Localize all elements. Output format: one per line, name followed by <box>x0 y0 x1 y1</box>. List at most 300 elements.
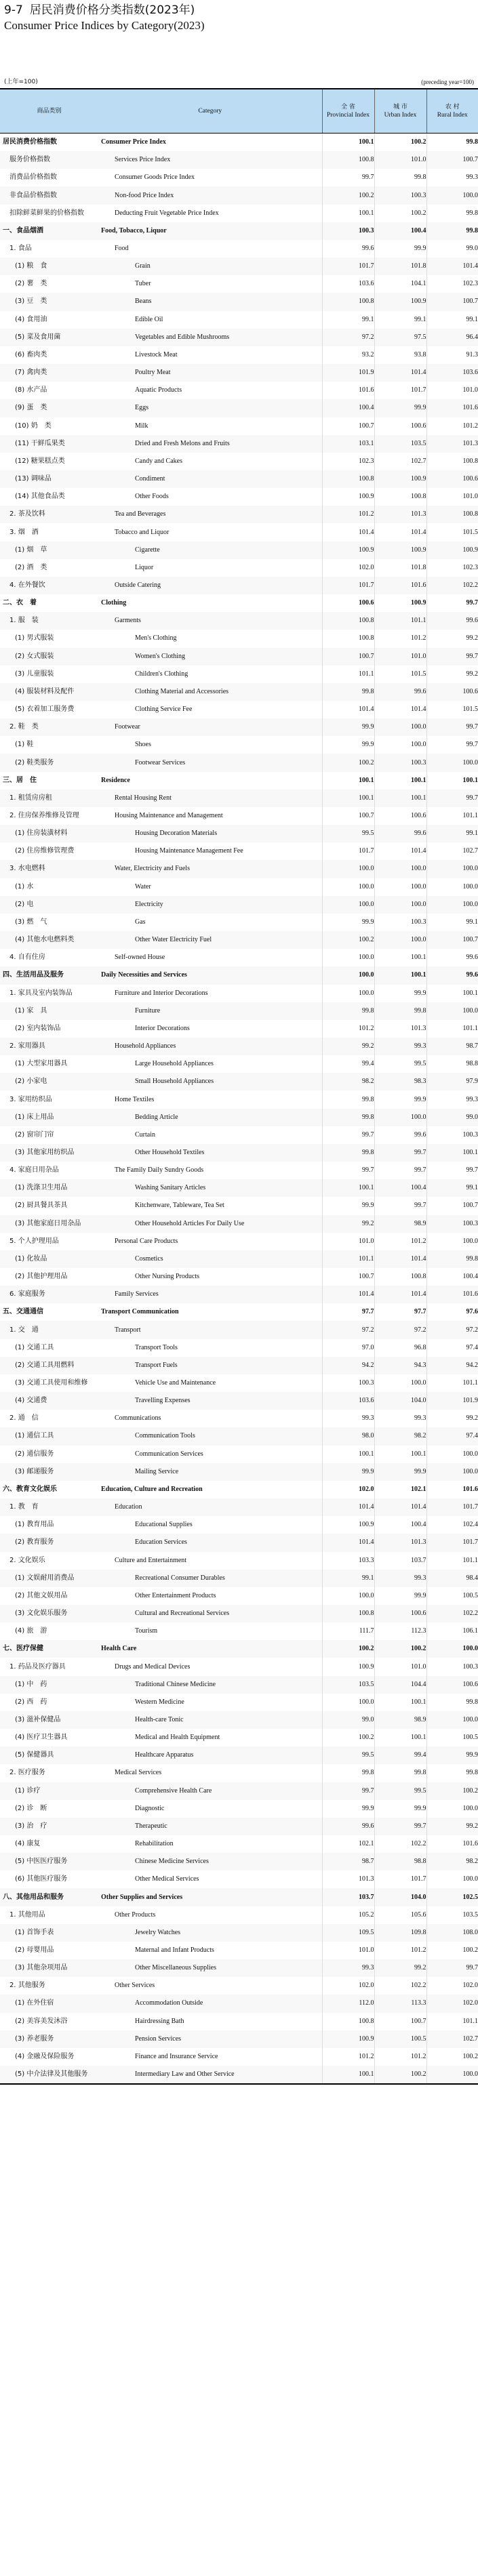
urban-value: 100.1 <box>374 1694 426 1711</box>
urban-value: 101.3 <box>374 506 426 523</box>
row-label-en: Housing Maintenance Management Fee <box>135 847 243 855</box>
urban-value: 100.0 <box>374 1109 426 1126</box>
table-row <box>0 559 478 577</box>
provincial-value: 101.2 <box>322 1020 374 1038</box>
urban-value: 101.7 <box>374 1870 426 1888</box>
table-row <box>0 1410 478 1427</box>
urban-value: 104.0 <box>374 1888 426 1906</box>
row-label-cn: (4) 交通费 <box>0 1392 98 1410</box>
provincial-value: 99.0 <box>322 1711 374 1729</box>
row-label-cn: (2) 诊 断 <box>15 1804 47 1812</box>
column-header-provincial-en: Provincial Index <box>326 112 370 119</box>
rural-value: 99.6 <box>426 966 478 984</box>
urban-value: 100.1 <box>374 1729 426 1746</box>
row-label-en: Bedding Article <box>98 1109 322 1126</box>
urban-value: 100.6 <box>374 1605 426 1622</box>
table-row <box>0 488 478 506</box>
rural-value: 101.1 <box>426 807 478 825</box>
urban-value: 98.8 <box>374 1853 426 1870</box>
column-header-category-cn-text: 商品类别 <box>37 108 62 115</box>
unit-note: (上年=100) <box>4 79 38 85</box>
provincial-value: 100.8 <box>322 630 374 647</box>
table-row <box>0 1197 478 1214</box>
provincial-value: 100.7 <box>322 807 374 825</box>
row-label-en: Milk <box>135 422 148 430</box>
row-label-en: Other Household Textiles <box>98 1144 322 1162</box>
row-label-cn: (1) 交通工具 <box>15 1343 54 1351</box>
row-label-en: Western Medicine <box>135 1698 184 1706</box>
row-label-cn: (2) 西 药 <box>15 1698 47 1706</box>
column-header-category-cn <box>0 89 98 134</box>
table-row <box>0 683 478 701</box>
table-row <box>0 630 478 647</box>
row-label-cn: (1) 洗涤卫生用品 <box>0 1179 98 1197</box>
row-label-en: Vegetables and Edible Mushrooms <box>98 329 322 346</box>
row-label-en: Medical Services <box>115 1769 162 1777</box>
row-label-cn: 4. 自有住房 <box>9 954 45 962</box>
provincial-value: 101.2 <box>322 506 374 523</box>
urban-value: 100.5 <box>374 2030 426 2048</box>
urban-value: 101.4 <box>374 842 426 860</box>
table-row <box>0 1959 478 1977</box>
table-row <box>0 754 478 771</box>
provincial-value: 99.9 <box>322 1800 374 1818</box>
table-row <box>0 1090 478 1108</box>
row-label-cn: (1) 水 <box>15 882 34 891</box>
provincial-value: 100.9 <box>322 2030 374 2048</box>
provincial-value: 100.2 <box>322 931 374 949</box>
provincial-value: 101.1 <box>322 1250 374 1268</box>
row-label-cn: (2) 酒 类 <box>15 563 47 571</box>
provincial-value: 100.9 <box>322 488 374 506</box>
row-label-en: Other Nursing Products <box>135 1273 199 1281</box>
row-label-cn: (3) 儿童服装 <box>15 670 54 678</box>
row-label-cn: (5) 衣着加工服务费 <box>15 706 75 714</box>
row-label-en: Medical and Health Equipment <box>135 1734 220 1742</box>
urban-value: 100.7 <box>374 2013 426 2030</box>
row-label-en: Culture and Entertainment <box>115 1556 187 1564</box>
provincial-value: 99.2 <box>322 1215 374 1233</box>
table-row <box>0 1233 478 1250</box>
urban-value: 98.2 <box>374 1427 426 1445</box>
table-row <box>0 1516 478 1534</box>
row-label-en: Large Household Appliances <box>135 1060 214 1068</box>
rural-value: 99.7 <box>426 718 478 736</box>
urban-value: 99.7 <box>374 1144 426 1162</box>
urban-value: 101.8 <box>374 559 426 577</box>
row-label-en: Drugs and Medical Devices <box>115 1662 191 1671</box>
row-label-cn: (14) 其他食品类 <box>15 493 65 501</box>
rural-value: 101.2 <box>426 417 478 435</box>
row-label-en: Other Water Electricity Fuel <box>98 931 322 949</box>
urban-value: 97.5 <box>374 329 426 346</box>
row-label-cn: (7) 禽肉类 <box>0 364 98 382</box>
row-label-en: Other Products <box>115 1910 156 1919</box>
provincial-value: 99.5 <box>322 1746 374 1764</box>
rural-value: 100.0 <box>426 896 478 914</box>
urban-value: 101.5 <box>374 666 426 683</box>
urban-value: 102.2 <box>374 1977 426 1995</box>
urban-value: 104.4 <box>374 1676 426 1694</box>
row-label-cn: 2. 住房保养维修及管理 <box>9 812 79 820</box>
rural-value: 100.1 <box>426 772 478 790</box>
provincial-value: 99.2 <box>322 1038 374 1055</box>
table-row <box>0 470 478 488</box>
row-label-en: Clothing Material and Accessories <box>98 683 322 701</box>
row-label-cn: 6. 家庭服务 <box>0 1286 98 1303</box>
table-row <box>0 293 478 310</box>
row-label-cn: (5) 菜及食用菌 <box>0 329 98 346</box>
provincial-value: 101.0 <box>322 1233 374 1250</box>
rural-value: 99.9 <box>426 1746 478 1764</box>
row-label-en: Cultural and Recreational Services <box>98 1605 322 1622</box>
rural-value: 99.1 <box>426 1179 478 1197</box>
table-row <box>0 1694 478 1711</box>
urban-value: 101.7 <box>374 382 426 399</box>
row-label-en: Travelling Expenses <box>98 1392 322 1410</box>
row-label-en: Comprehensive Health Care <box>98 1782 322 1800</box>
table-row <box>0 346 478 364</box>
urban-value: 101.4 <box>374 1498 426 1516</box>
rural-value: 99.1 <box>426 914 478 931</box>
table-row <box>0 736 478 754</box>
row-label-en: Deducting Fruit Vegetable Price Index <box>115 209 219 217</box>
rural-value: 97.4 <box>426 1427 478 1445</box>
provincial-value: 112.0 <box>322 1995 374 2012</box>
provincial-value: 98.0 <box>322 1427 374 1445</box>
row-label-en: Other Entertainment Products <box>135 1591 216 1599</box>
row-label-cn: (3) 滋补保健品 <box>0 1711 98 1729</box>
table-row <box>0 1729 478 1746</box>
urban-value: 101.1 <box>374 612 426 630</box>
rural-value: 101.6 <box>426 1835 478 1853</box>
row-label-cn: 1. 服 装 <box>0 612 98 630</box>
rural-value: 99.7 <box>426 594 478 612</box>
table-row <box>0 1109 478 1126</box>
row-label-cn: (3) 其他杂项用品 <box>0 1959 98 1977</box>
row-label-cn: 扣除鲜菜鲜果的价格指数 <box>9 209 84 217</box>
row-label-en: Rehabilitation <box>135 1840 174 1848</box>
row-label-cn: (3) 文化娱乐服务 <box>0 1605 98 1622</box>
rural-value: 100.0 <box>426 1711 478 1729</box>
row-label-en: Men's Clothing <box>135 634 177 642</box>
row-label-cn: (1) 鞋 <box>15 741 34 749</box>
row-label-cn: (5) 保健器具 <box>0 1746 98 1764</box>
urban-value: 99.8 <box>374 169 426 186</box>
table-row <box>0 1481 478 1498</box>
provincial-value: 98.7 <box>322 1853 374 1870</box>
urban-value: 98.9 <box>374 1215 426 1233</box>
table-row <box>0 1622 478 1640</box>
urban-value: 98.9 <box>374 1711 426 1729</box>
row-label-en: Recreational Consumer Durables <box>98 1570 322 1587</box>
row-label-cn: (4) 金融及保险服务 <box>15 2052 75 2060</box>
urban-value: 99.3 <box>374 1038 426 1055</box>
rural-value: 102.4 <box>426 1516 478 1534</box>
urban-value: 99.9 <box>374 985 426 1002</box>
row-label-en: Children's Clothing <box>135 670 188 678</box>
rural-value: 106.1 <box>426 1622 478 1640</box>
row-label-en: Furniture and Interior Decorations <box>115 989 208 997</box>
rural-value: 100.0 <box>426 878 478 896</box>
row-label-cn: 居民消费价格指数 <box>3 138 57 146</box>
provincial-value: 101.4 <box>322 1498 374 1516</box>
row-label-cn: 一、食品烟酒 <box>0 222 98 240</box>
row-label-cn: (2) 教育服务 <box>0 1534 98 1551</box>
rural-value: 102.0 <box>426 1995 478 2012</box>
table-row <box>0 860 478 878</box>
provincial-value: 103.6 <box>322 1392 374 1410</box>
row-label-en: Outside Catering <box>98 577 322 594</box>
table-row <box>0 205 478 222</box>
rural-value: 100.5 <box>426 1587 478 1605</box>
table-row <box>0 790 478 807</box>
provincial-value: 100.8 <box>322 612 374 630</box>
urban-value: 99.8 <box>374 1002 426 1020</box>
urban-value: 99.9 <box>374 240 426 258</box>
provincial-value: 100.7 <box>322 648 374 666</box>
row-label-en: Eggs <box>98 399 322 417</box>
urban-value: 101.2 <box>374 630 426 647</box>
urban-value: 96.8 <box>374 1339 426 1357</box>
provincial-value: 105.2 <box>322 1906 374 1924</box>
provincial-value: 103.6 <box>322 275 374 293</box>
urban-value: 99.3 <box>374 1410 426 1427</box>
rural-value: 103.6 <box>426 364 478 382</box>
row-label-cn: (2) 美容美发沐浴 <box>15 2017 68 2025</box>
urban-value: 98.3 <box>374 1073 426 1090</box>
rural-value: 99.6 <box>426 612 478 630</box>
provincial-value: 102.1 <box>322 1835 374 1853</box>
provincial-value: 99.4 <box>322 1055 374 1073</box>
urban-value: 102.2 <box>374 1835 426 1853</box>
row-label-cn: (11) 干鲜瓜果类 <box>0 435 98 453</box>
row-label-en: Tuber <box>135 280 151 288</box>
table-notes <box>0 76 478 88</box>
rural-value: 100.7 <box>426 151 478 169</box>
row-label-en: Rental Housing Rent <box>98 790 322 807</box>
urban-value: 99.5 <box>374 1055 426 1073</box>
table-row <box>0 186 478 204</box>
row-label-cn: (3) 其他家用纺织品 <box>0 1144 98 1162</box>
row-label-cn: (2) 其他护理用品 <box>15 1273 68 1281</box>
urban-value: 112.3 <box>374 1622 426 1640</box>
provincial-value: 99.8 <box>322 1002 374 1020</box>
column-header-urban-cn: 城 市 <box>393 104 407 110</box>
table-row <box>0 1870 478 1888</box>
row-label-en: Transport Communication <box>101 1308 179 1316</box>
provincial-value: 100.7 <box>322 1268 374 1286</box>
row-label-cn: 2. 通 信 <box>9 1414 39 1423</box>
rural-value: 100.0 <box>426 860 478 878</box>
rural-value: 99.7 <box>426 736 478 754</box>
urban-value: 99.2 <box>374 1959 426 1977</box>
provincial-value: 94.2 <box>322 1357 374 1374</box>
row-label-en: Communication Services <box>135 1450 203 1458</box>
row-label-cn: (2) 母婴用品 <box>15 1946 54 1955</box>
rural-value: 102.0 <box>426 1977 478 1995</box>
row-label-en: Diagnostic <box>135 1804 165 1812</box>
table-row <box>0 222 478 240</box>
urban-value: 100.2 <box>374 1640 426 1658</box>
table-row <box>0 931 478 949</box>
row-label-en: Consumer Price Index <box>101 138 166 146</box>
provincial-value: 100.2 <box>322 754 374 771</box>
table-row <box>0 1002 478 1020</box>
provincial-value: 100.2 <box>322 186 374 204</box>
provincial-value: 102.3 <box>322 453 374 470</box>
urban-value: 101.8 <box>374 258 426 275</box>
urban-value: 100.0 <box>374 931 426 949</box>
row-label-en: Hairdressing Bath <box>135 2017 184 2025</box>
urban-value: 101.3 <box>374 1534 426 1551</box>
row-label-cn: (3) 交通工具使用和维修 <box>15 1379 88 1387</box>
provincial-value: 99.9 <box>322 718 374 736</box>
provincial-value: 99.9 <box>322 1197 374 1214</box>
table-row <box>0 2066 478 2084</box>
provincial-value: 100.0 <box>322 966 374 984</box>
rural-value: 100.3 <box>426 1658 478 1675</box>
urban-value: 100.6 <box>374 417 426 435</box>
rural-value: 98.8 <box>426 1055 478 1073</box>
row-label-en: The Family Daily Sundry Goods <box>115 1166 204 1174</box>
table-row <box>0 364 478 382</box>
row-label-en: Traditional Chinese Medicine <box>98 1676 322 1694</box>
urban-value: 101.4 <box>374 523 426 541</box>
row-label-en: Health Care <box>98 1640 322 1658</box>
row-label-en: Housing Decoration Materials <box>98 825 322 842</box>
row-label-en: Water <box>135 882 151 891</box>
urban-value: 103.5 <box>374 435 426 453</box>
row-label-en: Transport <box>98 1321 322 1338</box>
row-label-en: Residence <box>101 776 130 784</box>
urban-value: 101.4 <box>374 1250 426 1268</box>
rural-value: 99.1 <box>426 825 478 842</box>
urban-value: 99.9 <box>374 1800 426 1818</box>
rural-value: 102.3 <box>426 275 478 293</box>
provincial-value: 100.0 <box>322 949 374 966</box>
row-label-cn: (1) 床上用品 <box>0 1109 98 1126</box>
row-label-cn: 1. 其他用品 <box>9 1910 45 1919</box>
rural-value: 100.0 <box>426 186 478 204</box>
row-label-cn: 消费品价格指数 <box>9 173 57 182</box>
row-label-en: Washing Sanitary Articles <box>98 1179 322 1197</box>
table-row <box>0 1746 478 1764</box>
row-label-en: Liquor <box>135 563 154 571</box>
row-label-en: Maternal and Infant Products <box>135 1946 214 1955</box>
provincial-value: 101.7 <box>322 258 374 275</box>
provincial-value: 103.3 <box>322 1552 374 1570</box>
row-label-cn: (1) 首饰手表 <box>0 1924 98 1942</box>
rural-value: 97.2 <box>426 1321 478 1338</box>
urban-value: 100.9 <box>374 594 426 612</box>
table-row <box>0 541 478 559</box>
row-label-en: Cigarette <box>98 541 322 559</box>
rural-value: 96.4 <box>426 329 478 346</box>
rural-value: 99.8 <box>426 1250 478 1268</box>
provincial-value: 100.8 <box>322 2013 374 2030</box>
price-index-table <box>0 88 478 2085</box>
rural-value: 101.6 <box>426 1481 478 1498</box>
row-label-en: Candy and Cakes <box>135 457 182 465</box>
table-row <box>0 772 478 790</box>
urban-value: 100.9 <box>374 541 426 559</box>
provincial-value: 103.7 <box>322 1888 374 1906</box>
urban-value: 102.1 <box>374 1481 426 1498</box>
table-row <box>0 1020 478 1038</box>
row-label-cn: (4) 旅 游 <box>15 1627 47 1635</box>
urban-value: 100.1 <box>374 949 426 966</box>
provincial-value: 100.8 <box>322 470 374 488</box>
row-label-en: Other Household Articles For Daily Use <box>98 1215 322 1233</box>
rural-value: 102.5 <box>426 1888 478 1906</box>
row-label-cn: 3. 烟 酒 <box>9 528 39 536</box>
table-row <box>0 151 478 169</box>
row-label-cn: 六、教育文化娱乐 <box>3 1485 57 1493</box>
table-row <box>0 2030 478 2048</box>
row-label-cn: (1) 男式服装 <box>15 634 54 642</box>
provincial-value: 99.8 <box>322 1109 374 1126</box>
table-row <box>0 1073 478 1090</box>
row-label-cn: (4) 康复 <box>15 1840 41 1848</box>
table-row <box>0 1144 478 1162</box>
row-label-en: Jewelry Watches <box>98 1924 322 1942</box>
table-title-en: Consumer Price Indices by Category(2023) <box>4 19 205 32</box>
row-label-en: Condiment <box>98 470 322 488</box>
urban-value: 103.7 <box>374 1552 426 1570</box>
rural-value: 99.0 <box>426 1109 478 1126</box>
provincial-value: 99.8 <box>322 683 374 701</box>
rural-value: 101.1 <box>426 1374 478 1392</box>
rural-value: 99.3 <box>426 1090 478 1108</box>
provincial-value: 100.3 <box>322 1374 374 1392</box>
row-label-en: Healthcare Apparatus <box>98 1746 322 1764</box>
rural-value: 100.0 <box>426 1800 478 1818</box>
row-label-en: Women's Clothing <box>98 648 322 666</box>
row-label-en: Intermediary Law and Other Service <box>98 2066 322 2084</box>
row-label-en: Education, Culture and Recreation <box>101 1485 203 1493</box>
provincial-value: 99.1 <box>322 1570 374 1587</box>
provincial-value: 99.9 <box>322 914 374 931</box>
row-label-en: Beans <box>98 293 322 310</box>
row-label-cn: 1. 教 育 <box>0 1498 98 1516</box>
row-label-en: Home Textiles <box>115 1095 155 1103</box>
urban-value: 100.4 <box>374 1516 426 1534</box>
table-row <box>0 1534 478 1551</box>
urban-value: 104.1 <box>374 275 426 293</box>
table-row <box>0 1888 478 1906</box>
rural-value: 101.5 <box>426 523 478 541</box>
row-label-cn: (3) 邮递服务 <box>0 1463 98 1481</box>
row-label-cn: (1) 住房装潢材料 <box>0 825 98 842</box>
provincial-value: 111.7 <box>322 1622 374 1640</box>
row-label-en: Family Services <box>98 1286 322 1303</box>
rural-value: 100.0 <box>426 1233 478 1250</box>
row-label-en: Other Supplies and Services <box>98 1888 322 1906</box>
table-row <box>0 1853 478 1870</box>
provincial-value: 100.9 <box>322 1658 374 1675</box>
table-row <box>0 1038 478 1055</box>
provincial-value: 100.8 <box>322 1605 374 1622</box>
row-label-cn: (2) 室内装饰品 <box>15 1024 61 1032</box>
table-row <box>0 1498 478 1516</box>
provincial-value: 100.0 <box>322 1587 374 1605</box>
row-label-en: Finance and Insurance Service <box>135 2052 218 2060</box>
row-label-cn: 3. 家用纺织品 <box>9 1095 52 1103</box>
provincial-value: 100.2 <box>322 1640 374 1658</box>
table-row <box>0 240 478 258</box>
rural-value: 100.9 <box>426 541 478 559</box>
